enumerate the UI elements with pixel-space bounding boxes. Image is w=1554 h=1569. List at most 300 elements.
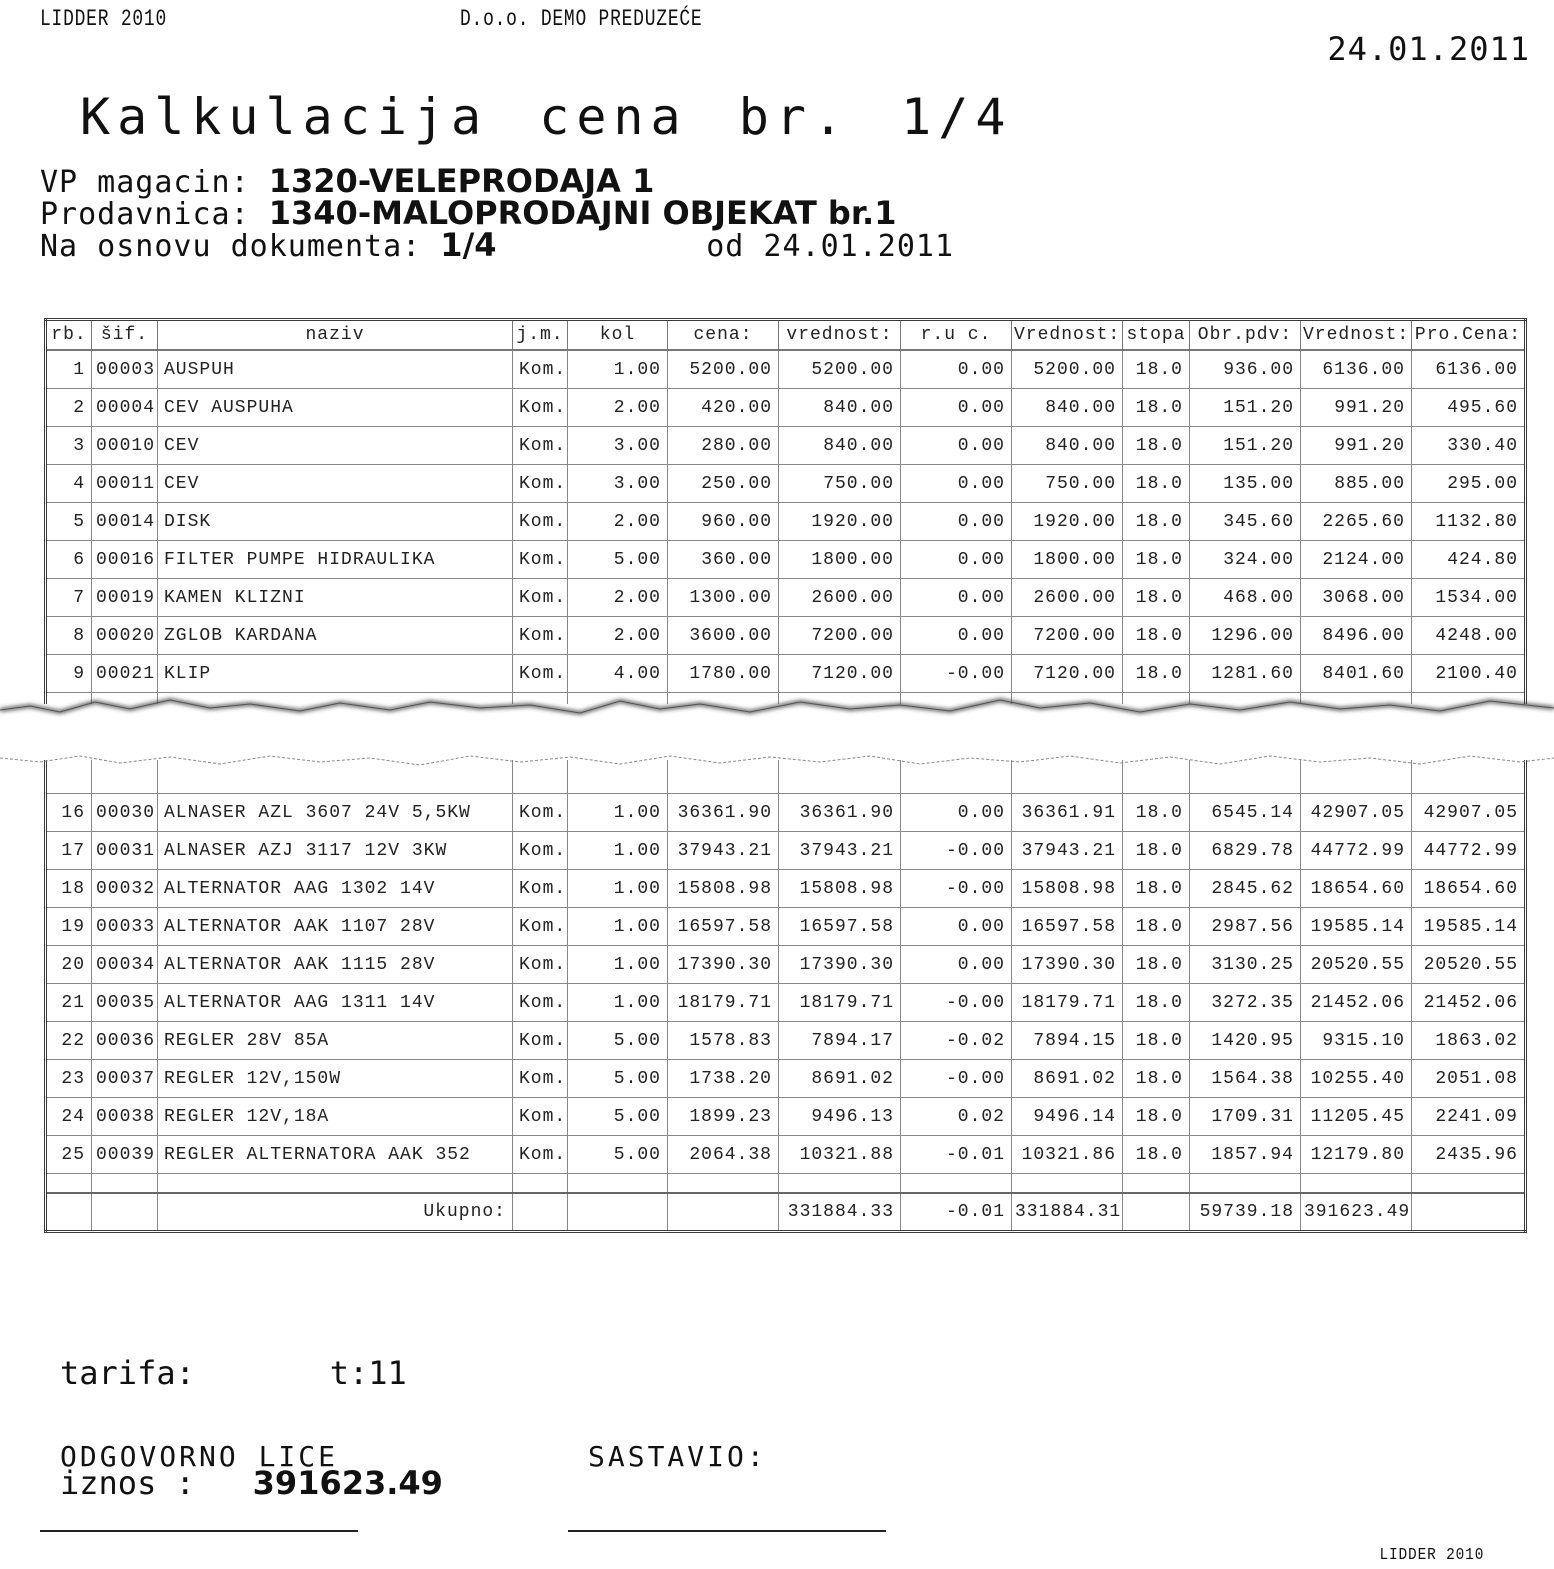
table-cell: DISK <box>158 503 513 541</box>
table-cell: 750.00 <box>779 465 901 503</box>
column-header: rb. <box>46 320 92 351</box>
table-cell: -0.00 <box>901 870 1012 908</box>
table-cell: 00011 <box>92 465 158 503</box>
column-header: vrednost: <box>779 320 901 351</box>
basis-label: Na osnovu dokumenta: <box>40 229 422 264</box>
table-cell: 10321.86 <box>1012 1136 1123 1174</box>
table-row <box>46 465 1526 503</box>
table-cell: Kom. <box>513 655 568 693</box>
table-cell: 295.00 <box>1412 465 1526 503</box>
table-row <box>46 794 1526 832</box>
table-cell: 7894.15 <box>1012 1022 1123 1060</box>
signature-line-left <box>40 1530 358 1532</box>
table-cell: 36361.91 <box>1012 794 1123 832</box>
basis-date: od 24.01.2011 <box>706 229 955 264</box>
signature-line-right <box>568 1530 886 1532</box>
table-cell: 1534.00 <box>1412 579 1526 617</box>
table-cell: 00004 <box>92 389 158 427</box>
table-cell: 00037 <box>92 1060 158 1098</box>
table-cell: 18.0 <box>1123 350 1190 389</box>
table-cell: 840.00 <box>1012 389 1123 427</box>
table-cell: 2265.60 <box>1301 503 1412 541</box>
total-vrednost-2: 331884.31 <box>1012 1193 1123 1232</box>
table-cell: 5.00 <box>568 1022 668 1060</box>
table-cell: ALTERNATOR AAK 1115 28V <box>158 946 513 984</box>
table-cell: 18.0 <box>1123 655 1190 693</box>
table-cell: Kom. <box>513 870 568 908</box>
table-cell: 991.20 <box>1301 427 1412 465</box>
table-cell: 2.00 <box>568 503 668 541</box>
table-cell: Kom. <box>513 427 568 465</box>
table-cell: 1899.23 <box>668 1098 779 1136</box>
table-cell: 20520.55 <box>1412 946 1526 984</box>
table-cell: 1.00 <box>568 350 668 389</box>
software-name: LIDDER 2010 <box>40 6 168 32</box>
table-cell: 1800.00 <box>1012 541 1123 579</box>
responsible-person-label: ODGOVORNO LICE <box>60 1440 339 1473</box>
iznos-value: 391623.49 <box>252 1464 443 1502</box>
table-cell: 6136.00 <box>1412 350 1526 389</box>
table-cell: 8401.60 <box>1301 655 1412 693</box>
table-cell: 0.00 <box>901 427 1012 465</box>
table-cell: 1800.00 <box>779 541 901 579</box>
table-cell: 15808.98 <box>668 870 779 908</box>
table-cell: 00038 <box>92 1098 158 1136</box>
table-cell: 151.20 <box>1190 427 1301 465</box>
warehouse-value: 1320-VELEPRODAJA 1 <box>268 162 655 200</box>
table-cell: 18.0 <box>1123 465 1190 503</box>
table-cell: Kom. <box>513 1098 568 1136</box>
table-cell: 151.20 <box>1190 389 1301 427</box>
table-cell: 00033 <box>92 908 158 946</box>
table-cell: 2845.62 <box>1190 870 1301 908</box>
table-cell: 0.00 <box>901 541 1012 579</box>
table-row <box>46 946 1526 984</box>
table-row <box>46 1136 1526 1174</box>
table-cell: 1132.80 <box>1412 503 1526 541</box>
table-cell: 18179.71 <box>779 984 901 1022</box>
table-cell: 18.0 <box>1123 389 1190 427</box>
table-cell: 0.00 <box>901 908 1012 946</box>
table-cell: 1578.83 <box>668 1022 779 1060</box>
table-cell: 1420.95 <box>1190 1022 1301 1060</box>
table-cell: Kom. <box>513 1136 568 1174</box>
table-cell: 5200.00 <box>1012 350 1123 389</box>
table-cell: ALTERNATOR AAG 1302 14V <box>158 870 513 908</box>
table-cell: REGLER 12V,18A <box>158 1098 513 1136</box>
table-cell: -0.00 <box>901 1060 1012 1098</box>
warehouse-label: VP magacin: <box>40 165 250 200</box>
table-cell: 1564.38 <box>1190 1060 1301 1098</box>
table-cell: ALNASER AZJ 3117 12V 3KW <box>158 832 513 870</box>
table-cell: 18654.60 <box>1301 870 1412 908</box>
table-row <box>46 579 1526 617</box>
table-cell: 00036 <box>92 1022 158 1060</box>
table-cell: 1857.94 <box>1190 1136 1301 1174</box>
table-cell: 6136.00 <box>1301 350 1412 389</box>
table-row <box>46 389 1526 427</box>
table-cell: 6 <box>46 541 92 579</box>
table-cell: 21452.06 <box>1412 984 1526 1022</box>
basis-value: 1/4 <box>440 226 497 264</box>
table-cell: 22 <box>46 1022 92 1060</box>
table-cell: 21 <box>46 984 92 1022</box>
table-cell: Kom. <box>513 541 568 579</box>
table-cell: 36361.90 <box>668 794 779 832</box>
table-cell: 21452.06 <box>1301 984 1412 1022</box>
table-cell: 5.00 <box>568 1060 668 1098</box>
table-cell: 1709.31 <box>1190 1098 1301 1136</box>
table-cell: 18.0 <box>1123 1136 1190 1174</box>
table-cell: 840.00 <box>779 427 901 465</box>
table-cell: 25 <box>46 1136 92 1174</box>
table-cell: 00030 <box>92 794 158 832</box>
table-cell: 3.00 <box>568 465 668 503</box>
table-cell: 4248.00 <box>1412 617 1526 655</box>
table-cell: REGLER 28V 85A <box>158 1022 513 1060</box>
table-cell: 37943.21 <box>668 832 779 870</box>
table-cell: ALNASER AZL 3607 24V 5,5KW <box>158 794 513 832</box>
table-cell: 1780.00 <box>668 655 779 693</box>
table-cell: ALTERNATOR AAG 1311 14V <box>158 984 513 1022</box>
table-cell: 00032 <box>92 870 158 908</box>
table-row <box>46 870 1526 908</box>
table-cell: 23 <box>46 1060 92 1098</box>
table-cell: 00039 <box>92 1136 158 1174</box>
table-cell: 00020 <box>92 617 158 655</box>
table-cell: 18.0 <box>1123 870 1190 908</box>
table-cell: Kom. <box>513 908 568 946</box>
totals-row <box>46 1193 1526 1232</box>
table-cell: 20520.55 <box>1301 946 1412 984</box>
table-cell: 2 <box>46 389 92 427</box>
table-cell: 00035 <box>92 984 158 1022</box>
table-cell: -0.00 <box>901 984 1012 1022</box>
total-ruc: -0.01 <box>901 1193 1012 1232</box>
table-cell: 18654.60 <box>1412 870 1526 908</box>
table-cell: 7200.00 <box>779 617 901 655</box>
iznos-label: iznos : <box>60 1464 195 1502</box>
table-cell: 6545.14 <box>1190 794 1301 832</box>
table-cell: 37943.21 <box>779 832 901 870</box>
table-cell: 5200.00 <box>668 350 779 389</box>
column-header: cena: <box>668 320 779 351</box>
column-header: Vrednost: <box>1301 320 1412 351</box>
store-label: Prodavnica: <box>40 197 250 232</box>
table-cell: 00019 <box>92 579 158 617</box>
table-cell: 18.0 <box>1123 908 1190 946</box>
table-cell: 5200.00 <box>779 350 901 389</box>
table-cell: FILTER PUMPE HIDRAULIKA <box>158 541 513 579</box>
table-cell: 0.02 <box>901 1098 1012 1136</box>
table-cell: 1.00 <box>568 984 668 1022</box>
table-cell: Kom. <box>513 832 568 870</box>
table-cell: 7894.17 <box>779 1022 901 1060</box>
document-title: Kalkulacija cena br. 1/4 <box>80 88 1013 146</box>
table-cell: 2051.08 <box>1412 1060 1526 1098</box>
table-cell: 18.0 <box>1123 579 1190 617</box>
table-cell: 1 <box>46 350 92 389</box>
table-cell: 24 <box>46 1098 92 1136</box>
table-cell: 345.60 <box>1190 503 1301 541</box>
table-cell: 3 <box>46 427 92 465</box>
torn-paper-effect <box>0 690 1554 776</box>
table-cell: 1.00 <box>568 794 668 832</box>
table-cell: 3600.00 <box>668 617 779 655</box>
tarifa-label: tarifa: <box>60 1354 195 1392</box>
column-header: Obr.pdv: <box>1190 320 1301 351</box>
total-vrednost: 331884.33 <box>779 1193 901 1232</box>
table-cell: 11205.45 <box>1301 1098 1412 1136</box>
table-cell: AUSPUH <box>158 350 513 389</box>
table-cell: 18.0 <box>1123 617 1190 655</box>
column-header: Vrednost: <box>1012 320 1123 351</box>
table-row <box>46 984 1526 1022</box>
table-cell: 960.00 <box>668 503 779 541</box>
table-cell: Kom. <box>513 579 568 617</box>
table-cell: 9496.13 <box>779 1098 901 1136</box>
table-body-bottom <box>46 794 1526 1174</box>
table-cell: 15808.98 <box>779 870 901 908</box>
table-cell: 19 <box>46 908 92 946</box>
table-cell: 1920.00 <box>1012 503 1123 541</box>
table-cell: 1.00 <box>568 946 668 984</box>
total-obr-pdv: 59739.18 <box>1190 1193 1301 1232</box>
table-cell: Kom. <box>513 1022 568 1060</box>
table-cell: 885.00 <box>1301 465 1412 503</box>
table-cell: 16597.58 <box>668 908 779 946</box>
table-cell: 3130.25 <box>1190 946 1301 984</box>
table-cell: 6829.78 <box>1190 832 1301 870</box>
table-cell: 16597.58 <box>1012 908 1123 946</box>
table-cell: 00021 <box>92 655 158 693</box>
table-cell: Kom. <box>513 465 568 503</box>
table-row <box>46 908 1526 946</box>
table-cell: 00003 <box>92 350 158 389</box>
table-cell: 8691.02 <box>1012 1060 1123 1098</box>
table-cell: 8691.02 <box>779 1060 901 1098</box>
table-body-top <box>46 350 1526 693</box>
table-cell: 468.00 <box>1190 579 1301 617</box>
table-cell: 4 <box>46 465 92 503</box>
table-cell: 0.00 <box>901 946 1012 984</box>
table-cell: Kom. <box>513 389 568 427</box>
table-cell: 20 <box>46 946 92 984</box>
table-cell: 0.00 <box>901 794 1012 832</box>
table-cell: CEV <box>158 465 513 503</box>
table-cell: Kom. <box>513 794 568 832</box>
table-cell: 18.0 <box>1123 1022 1190 1060</box>
table-cell: 2124.00 <box>1301 541 1412 579</box>
table-cell: 1.00 <box>568 908 668 946</box>
table-cell: 44772.99 <box>1412 832 1526 870</box>
table-cell: 9315.10 <box>1301 1022 1412 1060</box>
table-cell: 1.00 <box>568 870 668 908</box>
table-cell: 5 <box>46 503 92 541</box>
table-cell: 19585.14 <box>1301 908 1412 946</box>
table-cell: 36361.90 <box>779 794 901 832</box>
table-header <box>46 320 1526 351</box>
table-cell: 0.00 <box>901 579 1012 617</box>
table-cell: 15808.98 <box>1012 870 1123 908</box>
table-cell: 0.00 <box>901 465 1012 503</box>
table-row <box>46 503 1526 541</box>
table-cell: 18.0 <box>1123 946 1190 984</box>
table-cell: 42907.05 <box>1301 794 1412 832</box>
total-vrednost-3: 391623.49 <box>1301 1193 1412 1232</box>
table-cell: 9496.14 <box>1012 1098 1123 1136</box>
table-cell: 250.00 <box>668 465 779 503</box>
table-cell: Kom. <box>513 350 568 389</box>
table-cell: 0.00 <box>901 350 1012 389</box>
table-cell: 18.0 <box>1123 427 1190 465</box>
table-cell: Kom. <box>513 946 568 984</box>
table-cell: Kom. <box>513 1060 568 1098</box>
table-cell: 7200.00 <box>1012 617 1123 655</box>
table-cell: 7120.00 <box>1012 655 1123 693</box>
table-cell: 2100.40 <box>1412 655 1526 693</box>
table-cell: 18179.71 <box>668 984 779 1022</box>
blank-row <box>46 1174 1526 1194</box>
table-cell: 2600.00 <box>779 579 901 617</box>
table-cell: 2.00 <box>568 617 668 655</box>
table-cell: 44772.99 <box>1301 832 1412 870</box>
table-cell: CEV AUSPUHA <box>158 389 513 427</box>
table-cell: REGLER 12V,150W <box>158 1060 513 1098</box>
table-cell: 18 <box>46 870 92 908</box>
table-cell: 330.40 <box>1412 427 1526 465</box>
tarifa-value: t:11 <box>329 1354 407 1392</box>
table-cell: 9 <box>46 655 92 693</box>
table-cell: 2987.56 <box>1190 908 1301 946</box>
table-cell: ZGLOB KARDANA <box>158 617 513 655</box>
table-cell: 18.0 <box>1123 794 1190 832</box>
table-cell: -0.00 <box>901 832 1012 870</box>
table-row <box>46 541 1526 579</box>
table-cell: 2600.00 <box>1012 579 1123 617</box>
table-cell: 5.00 <box>568 1098 668 1136</box>
table-cell: 16 <box>46 794 92 832</box>
column-header: stopa <box>1123 320 1190 351</box>
column-header: šif. <box>92 320 158 351</box>
table-cell: 1920.00 <box>779 503 901 541</box>
table-cell: 42907.05 <box>1412 794 1526 832</box>
table-cell: REGLER ALTERNATORA AAK 352 <box>158 1136 513 1174</box>
table-cell: 7 <box>46 579 92 617</box>
table-cell: CEV <box>158 427 513 465</box>
table-cell: 10321.88 <box>779 1136 901 1174</box>
table-cell: -0.01 <box>901 1136 1012 1174</box>
table-cell: 18.0 <box>1123 503 1190 541</box>
company-name: D.o.o. DEMO PREDUZEĆE <box>460 6 703 32</box>
table-cell: 00034 <box>92 946 158 984</box>
tax-summary <box>60 1278 443 1536</box>
table-cell: 2241.09 <box>1412 1098 1526 1136</box>
table-cell: 00010 <box>92 427 158 465</box>
column-header: j.m. <box>513 320 568 351</box>
table-cell: 18179.71 <box>1012 984 1123 1022</box>
table-cell: 840.00 <box>779 389 901 427</box>
table-cell: 18.0 <box>1123 832 1190 870</box>
table-cell: Kom. <box>513 617 568 655</box>
table-cell: 17390.30 <box>668 946 779 984</box>
compiled-by-label: SASTAVIO: <box>588 1440 767 1473</box>
column-header: r.u c. <box>901 320 1012 351</box>
table-cell: 12179.80 <box>1301 1136 1412 1174</box>
table-cell: 5.00 <box>568 1136 668 1174</box>
table-row <box>46 427 1526 465</box>
table-cell: 00016 <box>92 541 158 579</box>
table-cell: 18.0 <box>1123 1060 1190 1098</box>
table-row <box>46 655 1526 693</box>
table-cell: 991.20 <box>1301 389 1412 427</box>
table-row <box>46 832 1526 870</box>
table-cell: 18.0 <box>1123 1098 1190 1136</box>
table-cell: 2.00 <box>568 389 668 427</box>
table-cell: 18.0 <box>1123 984 1190 1022</box>
table-cell: 280.00 <box>668 427 779 465</box>
table-cell: 17390.30 <box>779 946 901 984</box>
table-row <box>46 1022 1526 1060</box>
table-cell: 0.00 <box>901 389 1012 427</box>
table-cell: 750.00 <box>1012 465 1123 503</box>
table-cell: 420.00 <box>668 389 779 427</box>
table-cell: -0.00 <box>901 655 1012 693</box>
table-cell: 1738.20 <box>668 1060 779 1098</box>
table-cell: 18.0 <box>1123 541 1190 579</box>
column-header: naziv <box>158 320 513 351</box>
table-cell: 3068.00 <box>1301 579 1412 617</box>
table-cell: 840.00 <box>1012 427 1123 465</box>
table-cell: 8 <box>46 617 92 655</box>
table-cell: 8496.00 <box>1301 617 1412 655</box>
table-cell: 17390.30 <box>1012 946 1123 984</box>
table-cell: 7120.00 <box>779 655 901 693</box>
table-cell: -0.02 <box>901 1022 1012 1060</box>
table-cell: 1281.60 <box>1190 655 1301 693</box>
column-header: kol <box>568 320 668 351</box>
table-cell: 00014 <box>92 503 158 541</box>
table-cell: 16597.58 <box>779 908 901 946</box>
basis-line <box>40 226 954 264</box>
table-cell: 5.00 <box>568 541 668 579</box>
store-value: 1340-MALOPRODAJNI OBJEKAT br.1 <box>268 194 897 232</box>
table-cell: 135.00 <box>1190 465 1301 503</box>
table-row <box>46 617 1526 655</box>
table-cell: 3272.35 <box>1190 984 1301 1022</box>
table-cell: 17 <box>46 832 92 870</box>
table-cell: 360.00 <box>668 541 779 579</box>
table-cell: 0.00 <box>901 503 1012 541</box>
table-cell: 1296.00 <box>1190 617 1301 655</box>
table-cell: 1300.00 <box>668 579 779 617</box>
table-cell: 4.00 <box>568 655 668 693</box>
table-cell: 2435.96 <box>1412 1136 1526 1174</box>
table-cell: Kom. <box>513 984 568 1022</box>
table-cell: 0.00 <box>901 617 1012 655</box>
table-cell: 3.00 <box>568 427 668 465</box>
table-cell: 00031 <box>92 832 158 870</box>
table-row <box>46 350 1526 389</box>
totals-label: Ukupno: <box>158 1193 513 1232</box>
table-cell: 424.80 <box>1412 541 1526 579</box>
table-row <box>46 1060 1526 1098</box>
table-cell: 2064.38 <box>668 1136 779 1174</box>
table-cell: ALTERNATOR AAK 1107 28V <box>158 908 513 946</box>
table-cell: Kom. <box>513 503 568 541</box>
table-cell: 2.00 <box>568 579 668 617</box>
table-cell: 1863.02 <box>1412 1022 1526 1060</box>
